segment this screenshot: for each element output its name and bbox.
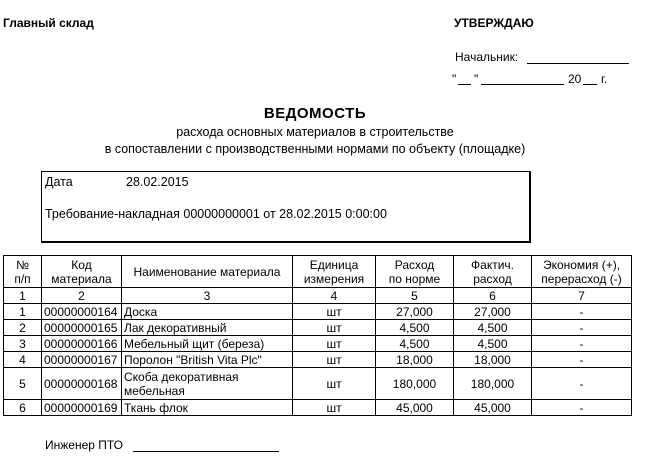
info-box (41, 171, 531, 243)
cell-econ: - (532, 304, 632, 320)
requirement-text: Требование-накладная 00000000001 от 28.02.2015 0:00:00 (45, 207, 387, 221)
cell-name: Скоба декоративная мебельная (122, 368, 293, 400)
col-number: 2 (42, 288, 122, 304)
cell-code: 00000000168 (42, 368, 122, 400)
cell-econ: - (532, 368, 632, 400)
cell-unit: шт (293, 400, 376, 416)
date-day-line (458, 84, 471, 85)
date-month-line (481, 84, 564, 85)
title-main: ВЕДОМОСТЬ (263, 105, 367, 122)
table-row (4, 400, 632, 416)
engineer-label: Инженер ПТО (45, 438, 124, 452)
chief-label: Начальник: (455, 50, 519, 64)
column-number-row (4, 288, 632, 304)
table-row (4, 336, 632, 352)
header-num: № п/п (4, 256, 42, 288)
cell-num: 3 (4, 336, 42, 352)
cell-name: Доска (122, 304, 293, 320)
cell-name: Поролон "British Vita Plc" (122, 352, 293, 368)
cell-num: 4 (4, 352, 42, 368)
cell-unit: шт (293, 304, 376, 320)
cell-econ: - (532, 352, 632, 368)
col-number: 1 (4, 288, 42, 304)
cell-norm: 18,000 (376, 352, 454, 368)
cell-name: Мебельный щит (береза) (122, 336, 293, 352)
cell-unit: шт (293, 336, 376, 352)
cell-norm: 4,500 (376, 320, 454, 336)
title-line-1: расхода основных материалов в строительстве (176, 125, 454, 139)
col-number: 6 (454, 288, 532, 304)
col-number: 5 (376, 288, 454, 304)
title-line-2: в сопоставлении с производственными нормами по объекту (площадке) (104, 142, 526, 156)
cell-code: 00000000166 (42, 336, 122, 352)
cell-num: 5 (4, 368, 42, 400)
table-row (4, 304, 632, 320)
cell-num: 6 (4, 400, 42, 416)
document-title (60, 105, 570, 156)
col-number: 4 (293, 288, 376, 304)
cell-fact: 18,000 (454, 352, 532, 368)
date-quote-open: " (452, 72, 457, 86)
col-number: 3 (122, 288, 293, 304)
cell-norm: 4,500 (376, 336, 454, 352)
cell-fact: 180,000 (454, 368, 532, 400)
header-unit: Единица измерения (293, 256, 376, 288)
cell-econ: - (532, 336, 632, 352)
header-norm: Расход по норме (376, 256, 454, 288)
warehouse-name: Главный склад (3, 16, 94, 30)
date-quote-close: " (474, 72, 479, 86)
cell-fact: 4,500 (454, 320, 532, 336)
header-fact: Фактич. расход (454, 256, 532, 288)
date-year-line (583, 84, 597, 85)
header-econ: Экономия (+), перерасход (-) (532, 256, 632, 288)
header-name: Наименование материала (122, 256, 293, 288)
date-year-prefix: 20 (568, 72, 582, 86)
date-year-suffix: г. (601, 72, 608, 86)
cell-norm: 45,000 (376, 400, 454, 416)
cell-name: Ткань флок (122, 400, 293, 416)
cell-code: 00000000164 (42, 304, 122, 320)
cell-econ: - (532, 400, 632, 416)
table-row (4, 320, 632, 336)
cell-code: 00000000167 (42, 352, 122, 368)
cell-code: 00000000169 (42, 400, 122, 416)
table-row (4, 368, 632, 400)
cell-num: 1 (4, 304, 42, 320)
table-row (4, 352, 632, 368)
cell-num: 2 (4, 320, 42, 336)
cell-econ: - (532, 320, 632, 336)
cell-unit: шт (293, 320, 376, 336)
chief-signature-line (527, 63, 629, 64)
cell-name: Лак декоративный (122, 320, 293, 336)
header-code: Код материала (42, 256, 122, 288)
cell-unit: шт (293, 368, 376, 400)
cell-norm: 180,000 (376, 368, 454, 400)
engineer-signature-line (133, 451, 279, 452)
cell-fact: 27,000 (454, 304, 532, 320)
date-label: Дата (45, 175, 73, 189)
cell-norm: 27,000 (376, 304, 454, 320)
cell-fact: 45,000 (454, 400, 532, 416)
cell-fact: 4,500 (454, 336, 532, 352)
materials-table (3, 255, 632, 416)
approve-heading: УТВЕРЖДАЮ (454, 16, 534, 30)
col-number: 7 (532, 288, 632, 304)
date-value: 28.02.2015 (126, 175, 189, 189)
cell-code: 00000000165 (42, 320, 122, 336)
table-header-row (4, 256, 632, 288)
cell-unit: шт (293, 352, 376, 368)
